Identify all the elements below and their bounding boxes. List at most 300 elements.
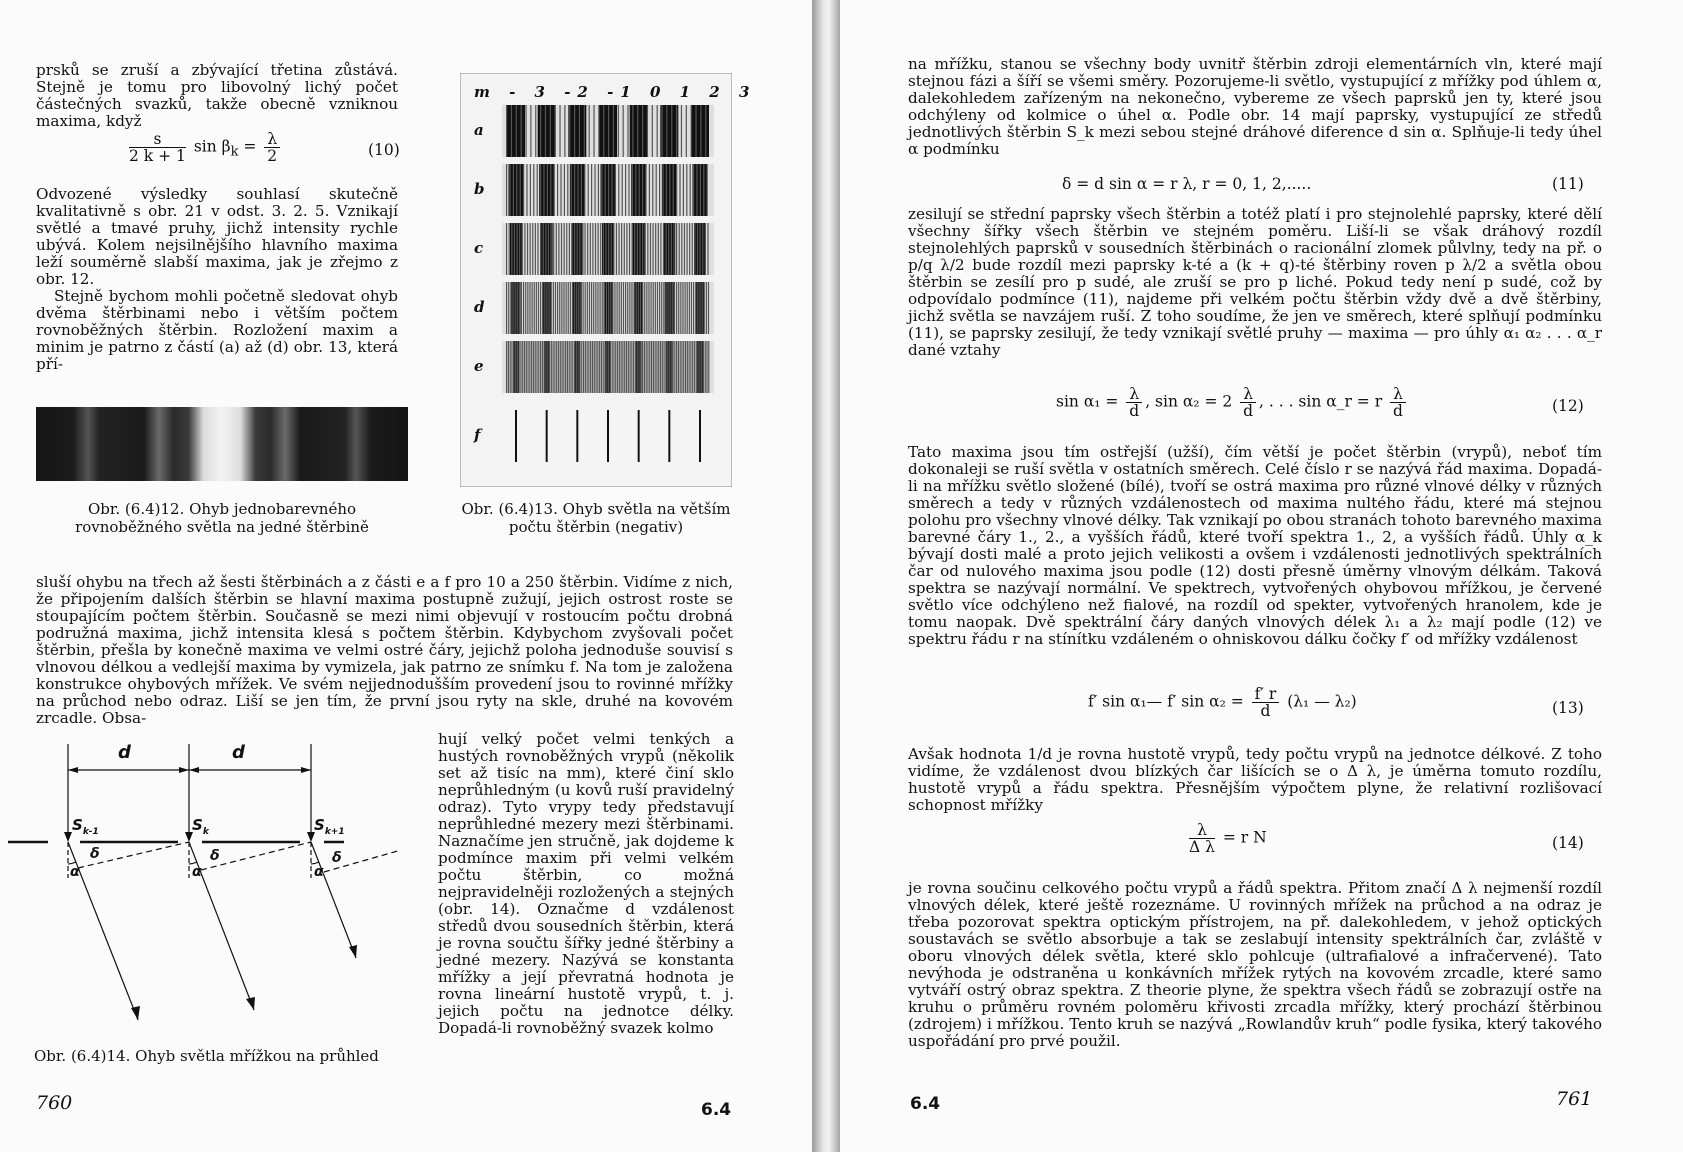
figure-13-secondary-maximum — [558, 223, 559, 275]
eq12-numerator: λ — [1240, 386, 1256, 403]
figure-13-secondary-maximum — [639, 164, 640, 216]
figure-13-secondary-maximum — [661, 282, 662, 334]
figure-13-secondary-maximum — [556, 341, 557, 393]
figure-13-secondary-maximum — [696, 341, 697, 393]
figure-13-secondary-maximum — [618, 223, 619, 275]
label-delta: δ — [210, 848, 220, 864]
figure-13-secondary-maximum — [572, 282, 573, 334]
figure-13-secondary-maximum — [553, 282, 554, 334]
figure-13-secondary-maximum — [608, 164, 609, 216]
figure-13-secondary-maximum — [506, 282, 507, 334]
figure-13-secondary-maximum — [527, 282, 528, 334]
figure-13-secondary-maximum — [591, 282, 592, 334]
figure-13-secondary-maximum — [614, 282, 615, 334]
section-number: 6.4 — [910, 1094, 941, 1114]
figure-13-secondary-maximum — [612, 282, 613, 334]
figure-13-secondary-maximum — [598, 105, 599, 157]
figure-13-secondary-maximum — [511, 223, 512, 275]
figure-13-secondary-maximum — [611, 223, 612, 275]
figure-13-secondary-maximum — [676, 341, 677, 393]
figure-13-secondary-maximum — [610, 282, 611, 334]
figure-13-secondary-maximum — [642, 223, 643, 275]
equation-12 — [1056, 386, 1409, 419]
figure-13-secondary-maximum — [597, 282, 598, 334]
eq13-numerator: f′ r — [1252, 686, 1280, 703]
figure-13-secondary-maximum — [588, 341, 589, 393]
figure-13-secondary-maximum — [652, 105, 653, 157]
figure-13-secondary-maximum — [585, 282, 586, 334]
figure-13-secondary-maximum — [687, 341, 688, 393]
figure-13-secondary-maximum — [623, 282, 624, 334]
figure-13-secondary-maximum — [616, 223, 617, 275]
figure-13-secondary-maximum — [519, 282, 520, 334]
label-delta: δ — [90, 846, 100, 862]
figure-13-sharp-line — [576, 410, 578, 462]
figure-13-secondary-maximum — [550, 105, 551, 157]
figure-13-secondary-maximum — [509, 164, 510, 216]
figure-13-secondary-maximum — [626, 223, 627, 275]
figure-13-secondary-maximum — [535, 223, 536, 275]
label-d: d — [232, 742, 245, 763]
label-s-prev: $S_{k-1}$ — [72, 816, 99, 837]
figure-13-secondary-maximum — [525, 282, 526, 334]
figure-13-secondary-maximum — [691, 282, 692, 334]
equation-11-number: (11) — [1552, 175, 1584, 193]
figure-13-secondary-maximum — [618, 164, 619, 216]
figure-13-secondary-maximum — [592, 223, 593, 275]
figure-13-secondary-maximum — [692, 223, 693, 275]
figure-13-plate — [460, 73, 732, 487]
figure-13-secondary-maximum — [651, 282, 652, 334]
eq10-denominator-left: 2 k + 1 — [129, 147, 186, 165]
figure-13-secondary-maximum — [656, 164, 657, 216]
figure-13-secondary-maximum — [564, 164, 565, 216]
figure-13-secondary-maximum — [672, 282, 673, 334]
figure-13-secondary-maximum — [588, 164, 589, 216]
figure-13-secondary-maximum — [517, 341, 518, 393]
figure-13-secondary-maximum — [587, 223, 588, 275]
figure-13-secondary-maximum — [663, 282, 664, 334]
figure-13-secondary-maximum — [516, 223, 517, 275]
figure-13-secondary-maximum — [563, 282, 564, 334]
figure-13-secondary-maximum — [617, 341, 618, 393]
figure-13-secondary-maximum — [646, 341, 647, 393]
figure-13-secondary-maximum — [570, 282, 571, 334]
figure-13-secondary-maximum — [704, 282, 705, 334]
figure-13-row-label: b — [474, 180, 485, 198]
equation-14 — [1186, 822, 1267, 855]
figure-13-secondary-maximum — [514, 223, 515, 275]
figure-13-secondary-maximum — [577, 223, 578, 275]
eq14-rhs: = r N — [1222, 828, 1267, 847]
figure-13-secondary-maximum — [668, 282, 669, 334]
figure-13-secondary-maximum — [659, 282, 660, 334]
label-s: $S_k$ — [192, 816, 209, 837]
figure-13-secondary-maximum — [532, 282, 533, 334]
figure-13-secondary-maximum — [524, 223, 525, 275]
figure-13-secondary-maximum — [537, 223, 538, 275]
figure-13-secondary-maximum — [651, 341, 652, 393]
figure-13-secondary-maximum — [707, 164, 708, 216]
figure-13-secondary-maximum — [543, 223, 544, 275]
figure-13-sharp-line — [668, 410, 670, 462]
figure-13-secondary-maximum — [642, 105, 643, 157]
figure-13-secondary-maximum — [526, 341, 527, 393]
figure-13-secondary-maximum — [574, 223, 575, 275]
figure-13-secondary-maximum — [644, 282, 645, 334]
page-number: 761 — [1556, 1088, 1593, 1110]
figure-13-secondary-maximum — [561, 341, 562, 393]
eq13-lhs: f′ sin α₁— f′ sin α₂ = — [1088, 692, 1244, 711]
figure-13-secondary-maximum — [530, 105, 531, 157]
figure-13-secondary-maximum — [545, 223, 546, 275]
figure-13-secondary-maximum — [690, 164, 691, 216]
figure-13-secondary-maximum — [540, 164, 541, 216]
paragraph: Avšak hodnota 1/d je rovna hustotě vrypů, tedy počtu vrypů na jednotce délkové. Z toho vidíme, že vzdálenost dvou blízkých čar lišících se o Δ λ, je úměrna tomuto rozdílu, hustotě vrypů a řádu spektra. Přesnějším výpočtem plyne, že relativní rozlišovací schopnost mřížky — [908, 745, 1602, 814]
paragraph: sluší ohybu na třech až šesti štěrbinách a z části e a f pro 10 a 250 štěrbin. Vidíme z nich, že připojením dalších štěrbin se hlavní maxima postupně zužují, jejich ostrost roste se stoupajícím počtem štěrbin. Současně se mezi nimi objevují v rostoucím počtu drobná podružná maxima, jichž intensita klesá s počtem štěrbin. Kdybychom zvyšovali počet štěrbin, přešla by konečně maxima ve velmi ostré čáry, jejichž poloha jednoduše souvisí s vlnovou délkou a vedlejší maxima by vymizela, jak patrno ze snímku f. Na tom je založena konstrukce ohybových mřížek. Ve svém nejjednodušším provedení jsou to rovinné mřížky na průchod nebo odraz. Liší se jen tím, že první jsou ryty na skle, druhé na kovovém zrcadle. Obsa- — [36, 573, 733, 727]
label-alpha: α — [192, 864, 202, 880]
eq12-numerator: λ — [1390, 386, 1406, 403]
figure-13-secondary-maximum — [568, 282, 569, 334]
figure-13-secondary-maximum — [510, 341, 511, 393]
figure-13-main-maximum — [509, 164, 524, 216]
figure-13-secondary-maximum — [663, 223, 664, 275]
figure-13-sharp-line — [638, 410, 640, 462]
figure-13-multi-slit-photographs — [460, 73, 757, 487]
figure-13-secondary-maximum — [544, 341, 545, 393]
figure-13-secondary-maximum — [705, 105, 706, 157]
equation-14-number: (14) — [1552, 834, 1584, 852]
figure-13-secondary-maximum — [583, 282, 584, 334]
figure-13-secondary-maximum — [708, 341, 709, 393]
figure-13-secondary-maximum — [574, 164, 575, 216]
figure-13-secondary-maximum — [506, 164, 507, 216]
figure-13-secondary-maximum — [656, 341, 657, 393]
figure-13-secondary-maximum — [513, 341, 514, 393]
figure-13-secondary-maximum — [621, 282, 622, 334]
figure-13-secondary-maximum — [644, 341, 645, 393]
figure-13-secondary-maximum — [584, 105, 585, 157]
figure-13-secondary-maximum — [657, 282, 658, 334]
figure-13-secondary-maximum — [645, 164, 646, 216]
figure-13-secondary-maximum — [523, 164, 524, 216]
figure-13-secondary-maximum — [700, 105, 701, 157]
figure-13-secondary-maximum — [700, 164, 701, 216]
equation-10 — [126, 131, 406, 171]
figure-13-secondary-maximum — [579, 105, 580, 157]
figure-13-secondary-maximum — [555, 105, 556, 157]
figure-13-secondary-maximum — [674, 341, 675, 393]
figure-13-secondary-maximum — [603, 105, 604, 157]
figure-13-secondary-maximum — [635, 341, 636, 393]
figure-13-secondary-maximum — [629, 223, 630, 275]
figure-13-secondary-maximum — [700, 223, 701, 275]
figure-13-secondary-maximum — [646, 282, 647, 334]
figure-13-secondary-maximum — [649, 164, 650, 216]
equation-13-number: (13) — [1552, 699, 1584, 717]
figure-13-secondary-maximum — [686, 105, 687, 157]
figure-13-secondary-maximum — [544, 282, 545, 334]
figure-13-secondary-maximum — [538, 341, 539, 393]
figure-13-secondary-maximum — [640, 282, 641, 334]
figure-13-secondary-maximum — [509, 223, 510, 275]
figure-13-secondary-maximum — [516, 105, 517, 157]
figure-13-secondary-maximum — [592, 341, 593, 393]
figure-13-secondary-maximum — [537, 164, 538, 216]
figure-13-secondary-maximum — [653, 282, 654, 334]
figure-13-secondary-maximum — [600, 282, 601, 334]
figure-13-secondary-maximum — [599, 341, 600, 393]
figure-13-secondary-maximum — [621, 223, 622, 275]
paragraph: hují velký počet velmi tenkých a hustých rovnoběžných vrypů (několik set až tisíc na mm), které činí sklo neprůhledným (u kovů ruší pravidelný odraz). Tyto vrypy tedy představují neprůhledné mezery mezi štěrbinami. Naznačíme jen stručně, jak dojdeme k podmínce maxim při velmi velkém počtu štěrbin, co možná nejpravidelněji rozložených a stejných (obr. 14). Označme d vzdálenost středů dvou sousedních štěrbin, která je rovna součtu šířky jedné štěrbiny a jedné mezery. Nazývá se konstanta mřížky a její převratná hodnota je rovna lineární hustotě vrypů, t. j. jejich počtu na jednotce délky. Dopadá-li rovnoběžný svazek kolmo — [438, 730, 734, 1037]
paragraph: prsků se zruší a zbývající třetina zůstává. Stejně je tomu pro libovolný lichý počet částečných svazků, takže obecně vzniknou maxima, když — [36, 61, 398, 130]
figure-13-secondary-maximum — [628, 341, 629, 393]
label-d: d — [118, 742, 131, 763]
figure-13-secondary-maximum — [536, 282, 537, 334]
figure-13-secondary-maximum — [519, 223, 520, 275]
figure-13-secondary-maximum — [612, 341, 613, 393]
figure-13-secondary-maximum — [564, 105, 565, 157]
figure-13-row-label: c — [474, 239, 484, 257]
figure-13-secondary-maximum — [684, 223, 685, 275]
figure-13-secondary-maximum — [595, 341, 596, 393]
figure-13-secondary-maximum — [581, 341, 582, 393]
figure-13-main-maximum — [660, 105, 678, 157]
section-number: 6.4 — [701, 1100, 732, 1120]
figure-13-secondary-maximum — [598, 223, 599, 275]
figure-13-secondary-maximum — [682, 282, 683, 334]
figure-13-secondary-maximum — [548, 223, 549, 275]
figure-13-secondary-maximum — [584, 223, 585, 275]
figure-13-secondary-maximum — [703, 164, 704, 216]
figure-13-secondary-maximum — [615, 341, 616, 393]
figure-13-secondary-maximum — [681, 105, 682, 157]
figure-13-secondary-maximum — [550, 164, 551, 216]
figure-13-secondary-maximum — [545, 105, 546, 157]
figure-13-secondary-maximum — [517, 282, 518, 334]
figure-13-secondary-maximum — [574, 341, 575, 393]
figure-13-secondary-maximum — [527, 223, 528, 275]
figure-13-sharp-line — [515, 410, 517, 462]
figure-13-secondary-maximum — [681, 341, 682, 393]
figure-13-secondary-maximum — [519, 341, 520, 393]
figure-13-secondary-maximum — [631, 341, 632, 393]
figure-13-secondary-maximum — [655, 282, 656, 334]
figure-13-secondary-maximum — [601, 341, 602, 393]
figure-13-row-label: e — [474, 357, 484, 375]
figure-13-secondary-maximum — [707, 223, 708, 275]
figure-13-secondary-maximum — [637, 105, 638, 157]
figure-13-secondary-maximum — [636, 282, 637, 334]
figure-13-secondary-maximum — [694, 341, 695, 393]
figure-13-secondary-maximum — [533, 164, 534, 216]
figure-13-secondary-maximum — [587, 282, 588, 334]
figure-13-secondary-maximum — [551, 282, 552, 334]
figure-13-secondary-maximum — [604, 341, 605, 393]
figure-13-secondary-maximum — [542, 282, 543, 334]
figure-13-secondary-maximum — [639, 223, 640, 275]
figure-13-secondary-maximum — [598, 164, 599, 216]
figure-13-secondary-maximum — [550, 223, 551, 275]
figure-13-secondary-maximum — [521, 282, 522, 334]
figure-13-secondary-maximum — [705, 223, 706, 275]
eq10-sin: sin β — [193, 137, 231, 156]
figure-13-secondary-maximum — [569, 105, 570, 157]
figure-13-secondary-maximum — [556, 223, 557, 275]
figure-13-secondary-maximum — [679, 164, 680, 216]
figure-13-secondary-maximum — [571, 164, 572, 216]
figure-13-secondary-maximum — [702, 282, 703, 334]
figure-13-secondary-maximum — [604, 282, 605, 334]
label-alpha: α — [70, 864, 80, 880]
figure-13-secondary-maximum — [590, 341, 591, 393]
figure-13-secondary-maximum — [511, 105, 512, 157]
figure-13-secondary-maximum — [569, 341, 570, 393]
figure-13-secondary-maximum — [642, 341, 643, 393]
figure-13-secondary-maximum — [581, 164, 582, 216]
figure-13-secondary-maximum — [665, 282, 666, 334]
figure-13-secondary-maximum — [642, 164, 643, 216]
label-alpha: α — [314, 864, 324, 880]
paragraph: Odvozené výsledky souhlasí skutečně kvalitativně s obr. 21 v odst. 3. 2. 5. Vznikají světlé a tmavé pruhy, jichž intensity rychle ubývá. Kolem nejsilnějšího hlavního maxima leží souměrně slabší maxima, jak je zřejmo z obr. 12. — [36, 185, 398, 288]
figure-13-secondary-maximum — [520, 164, 521, 216]
figure-13-secondary-maximum — [676, 223, 677, 275]
figure-13-secondary-maximum — [669, 164, 670, 216]
equation-12-number: (12) — [1552, 397, 1584, 415]
figure-13-secondary-maximum — [508, 341, 509, 393]
figure-13-secondary-maximum — [705, 341, 706, 393]
figure-13-secondary-maximum — [696, 164, 697, 216]
figure-13-secondary-maximum — [540, 223, 541, 275]
figure-13-secondary-maximum — [665, 341, 666, 393]
figure-13-secondary-maximum — [506, 341, 507, 393]
figure-12-single-slit-pattern — [36, 407, 408, 481]
figure-13-secondary-maximum — [512, 282, 513, 334]
figure-13-row-label: a — [474, 121, 484, 139]
figure-13-secondary-maximum — [670, 282, 671, 334]
figure-13-secondary-maximum — [613, 223, 614, 275]
figure-13-secondary-maximum — [637, 341, 638, 393]
figure-13-secondary-maximum — [632, 223, 633, 275]
figure-13-sharp-line — [699, 410, 701, 462]
eq10-numerator-left: s — [129, 131, 186, 148]
figure-13-secondary-maximum — [582, 223, 583, 275]
figure-13-secondary-maximum — [689, 223, 690, 275]
figure-13-row-label: f — [474, 426, 481, 444]
figure-13-secondary-maximum — [638, 282, 639, 334]
figure-13-secondary-maximum — [558, 341, 559, 393]
figure-13-secondary-maximum — [542, 341, 543, 393]
figure-13-secondary-maximum — [557, 282, 558, 334]
figure-13-secondary-maximum — [659, 164, 660, 216]
figure-13-secondary-maximum — [608, 223, 609, 275]
figure-13-secondary-maximum — [608, 282, 609, 334]
figure-13-secondary-maximum — [695, 282, 696, 334]
figure-13-secondary-maximum — [680, 341, 681, 393]
figure-13-caption: Obr. (6.4)13. Ohyb světla na větším počtu štěrbin (negativ) — [461, 500, 731, 536]
figure-13-secondary-maximum — [660, 341, 661, 393]
figure-13-secondary-maximum — [515, 341, 516, 393]
figure-13-secondary-maximum — [601, 164, 602, 216]
figure-13-secondary-maximum — [662, 341, 663, 393]
figure-13-sharp-line — [607, 410, 609, 462]
figure-13-secondary-maximum — [563, 341, 564, 393]
figure-13-secondary-maximum — [657, 105, 658, 157]
figure-13-secondary-maximum — [683, 341, 684, 393]
figure-13-secondary-maximum — [613, 105, 614, 157]
figure-13-secondary-maximum — [579, 341, 580, 393]
figure-13-secondary-maximum — [672, 341, 673, 393]
figure-13-secondary-maximum — [663, 341, 664, 393]
figure-13-secondary-maximum — [666, 223, 667, 275]
figure-13-secondary-maximum — [689, 282, 690, 334]
figure-13-secondary-maximum — [669, 341, 670, 393]
figure-13-secondary-maximum — [673, 223, 674, 275]
figure-13-secondary-maximum — [695, 105, 696, 157]
figure-13-secondary-maximum — [606, 282, 607, 334]
figure-13-secondary-maximum — [679, 223, 680, 275]
eq10-number: (10) — [368, 141, 400, 159]
figure-13-secondary-maximum — [617, 282, 618, 334]
figure-13-secondary-maximum — [666, 164, 667, 216]
figure-13-secondary-maximum — [572, 341, 573, 393]
figure-13-secondary-maximum — [692, 341, 693, 393]
figure-13-secondary-maximum — [516, 164, 517, 216]
figure-13-secondary-maximum — [583, 341, 584, 393]
figure-13-secondary-maximum — [540, 105, 541, 157]
figure-13-secondary-maximum — [633, 341, 634, 393]
figure-13-secondary-maximum — [565, 341, 566, 393]
figure-13-secondary-maximum — [627, 105, 628, 157]
figure-13-secondary-maximum — [594, 164, 595, 216]
figure-13-secondary-maximum — [629, 282, 630, 334]
figure-13-secondary-maximum — [653, 341, 654, 393]
figure-13-secondary-maximum — [515, 282, 516, 334]
figure-13-secondary-maximum — [576, 341, 577, 393]
figure-13-secondary-maximum — [660, 223, 661, 275]
figure-13-secondary-maximum — [523, 282, 524, 334]
figure-13-secondary-maximum — [628, 164, 629, 216]
figure-12-caption: Obr. (6.4)12. Ohyb jednobarevného rovnoběžného světla na jedné štěrbině — [75, 500, 369, 536]
figure-13-secondary-maximum — [676, 164, 677, 216]
figure-13-secondary-maximum — [580, 282, 581, 334]
figure-13-secondary-maximum — [645, 223, 646, 275]
figure-13-secondary-maximum — [691, 105, 692, 157]
figure-13-secondary-maximum — [524, 341, 525, 393]
equation-13 — [1088, 686, 1357, 719]
figure-13-secondary-maximum — [585, 341, 586, 393]
figure-13-secondary-maximum — [533, 341, 534, 393]
figure-13-secondary-maximum — [626, 341, 627, 393]
figure-13-secondary-maximum — [622, 164, 623, 216]
figure-13-secondary-maximum — [506, 223, 507, 275]
figure-13-secondary-maximum — [551, 341, 552, 393]
figure-13-secondary-maximum — [549, 282, 550, 334]
figure-13-secondary-maximum — [676, 282, 677, 334]
figure-13-secondary-maximum — [632, 105, 633, 157]
figure-13-secondary-maximum — [625, 282, 626, 334]
figure-13-secondary-maximum — [676, 105, 677, 157]
figure-13-secondary-maximum — [521, 105, 522, 157]
eq13-denominator: d — [1260, 702, 1271, 720]
figure-13-secondary-maximum — [513, 164, 514, 216]
figure-13-secondary-maximum — [529, 282, 530, 334]
figure-13-secondary-maximum — [678, 341, 679, 393]
figure-13-secondary-maximum — [671, 105, 672, 157]
figure-13-secondary-maximum — [634, 282, 635, 334]
figure-13-order-header: m - 3 -2 -1 0 1 2 3 — [474, 83, 757, 101]
figure-13-secondary-maximum — [566, 282, 567, 334]
